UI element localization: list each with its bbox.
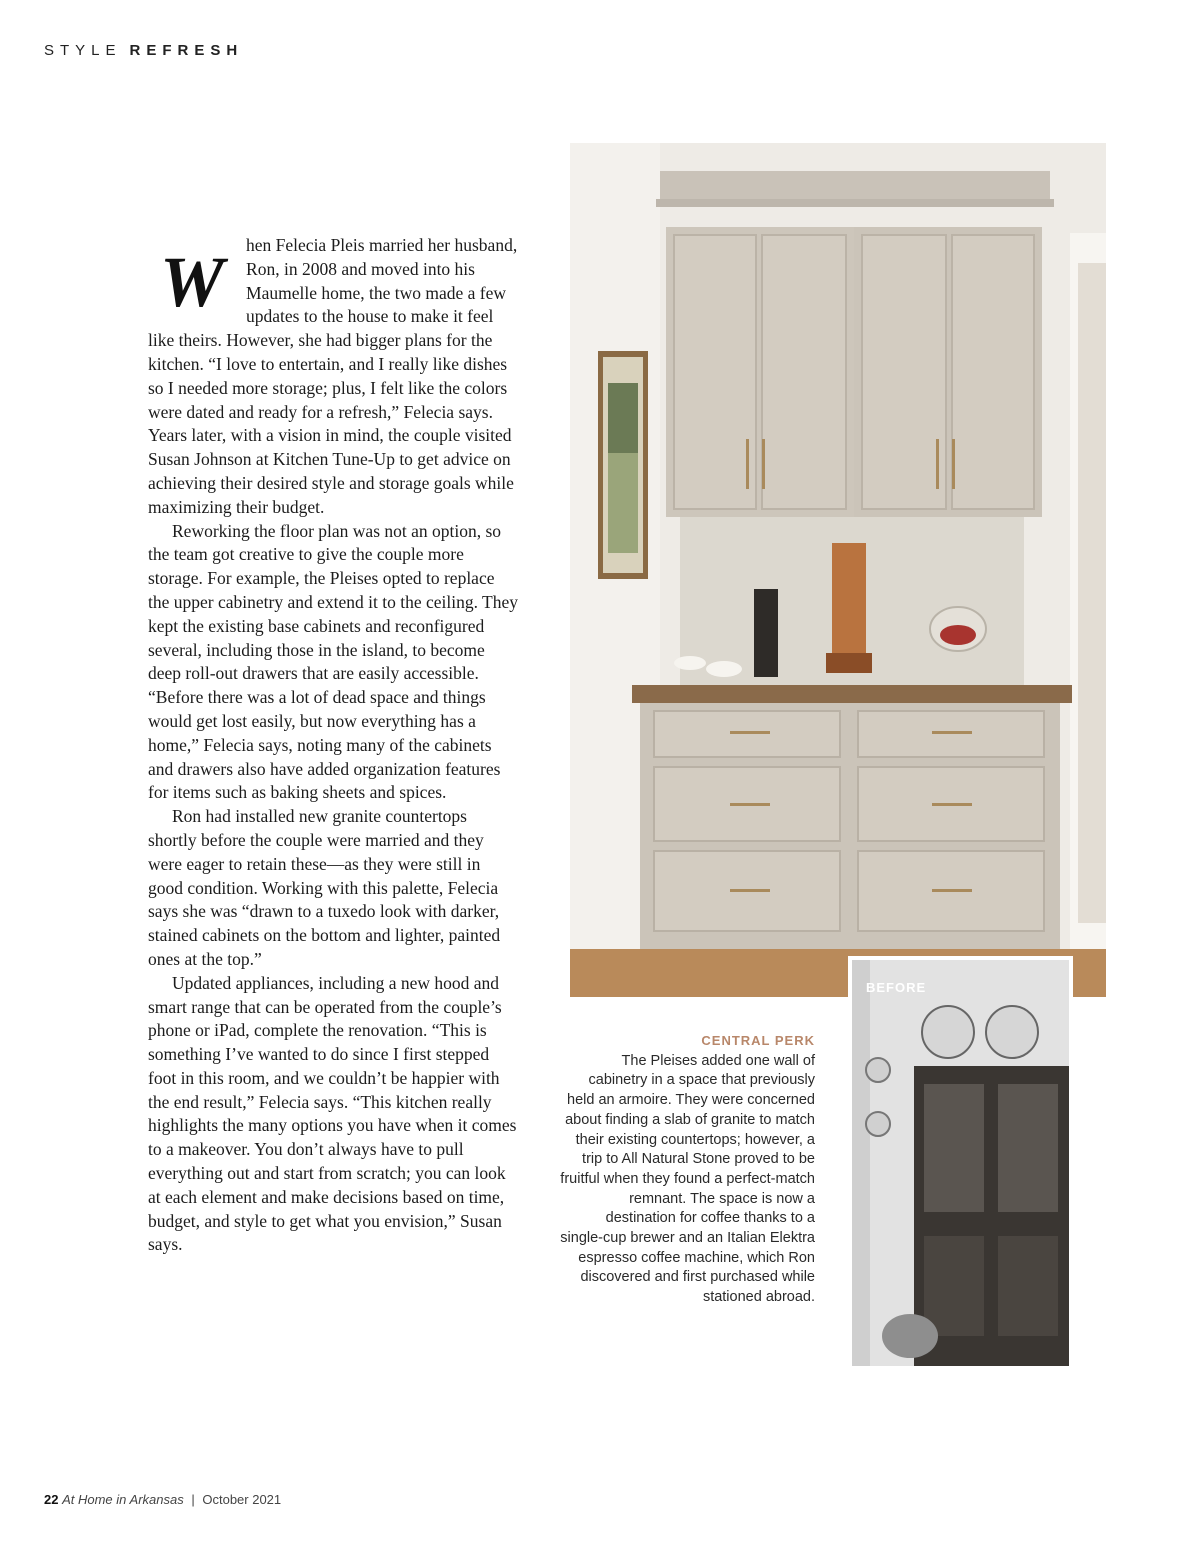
before-label: BEFORE xyxy=(866,980,927,995)
article-paragraph-text: hen Felecia Pleis married her husband, Ron, in 2008 and moved into his Maumelle home, the two made a few updates to the house to make it feel like theirs. However, she had bigger plans for the kitchen. “I love to entertain, and I really like dishes so I needed more storage; plus, I felt like the colors were dated and ready for a refresh,” Felecia says. Years later, with a vision in mind, the couple visited Susan Johnson at Kitchen Tune-Up to get advice on achieving their desired style and storage goals while maximizing their budget. xyxy=(148,235,518,517)
article-paragraph: Ron had installed new granite countertops shortly before the couple were married and they were eager to retain these—as they were still in good condition. Working with this palette, Felecia says she was “drawn to a tuxedo look with darker, stained cabinets on the bottom and lighter, painted ones at the top.” xyxy=(148,806,501,969)
article-paragraph: Updated appliances, including a new hood and smart range that can be operated from the couple’s phone or iPad, complete the renovation. “This is something I’ve wanted to do since I first stepped foot in this room, and we couldn’t be happier with the end result,” Felecia says. “This kitchen really highlights the many options you have when it comes to a makeover. You don’t always have to pull everything out and start from scratch; you can look at each element and make decisions based on time, budget, and style to get what you envision,” Susan says. xyxy=(148,972,517,1255)
drop-cap: W xyxy=(160,242,225,322)
footer-separator: | xyxy=(191,1492,195,1507)
photo-caption xyxy=(560,1031,815,1308)
page-number: 22 xyxy=(44,1492,59,1507)
page-footer xyxy=(44,1492,281,1507)
before-photo xyxy=(848,956,1073,1370)
issue-date: October 2021 xyxy=(202,1492,282,1507)
article-paragraph: Reworking the floor plan was not an option, so the team got creative to give the couple more storage. For example, the Pleises opted to replace the upper cabinetry and extend it to the ceiling. They kept the existing base cabinets and reconfigured several, including those in the island, to become deep roll-out drawers that are easily accessible. “Before there was a lot of dead space and things would get lost easily, but now everything has a home,” Felecia says, noting many of the cabinets and drawers also have added organization features for items such as baking sheets and spices. xyxy=(148,520,518,803)
caption-text: The Pleises added one wall of cabinetry in a space that previously held an armoire. They were concerned about finding a slab of granite to match their existing countertops; however, a trip to All Natural Stone proved to be fruitful when they found a perfect-match remnant. The space is now a destination for coffee thanks to a single-cup brewer and an Italian Elektra espresso coffee machine, which Ron discovered and first purchased while stationed abroad. xyxy=(560,1052,815,1306)
caption-title: CENTRAL PERK xyxy=(701,1033,815,1048)
section-label-refresh: REFRESH xyxy=(129,42,244,59)
kitchen-cabinetry-photo xyxy=(570,143,1106,997)
before-photo-image xyxy=(852,960,1069,1366)
magazine-name: At Home in Arkansas xyxy=(62,1492,184,1507)
section-label-style: STYLE xyxy=(44,42,122,59)
article-paragraph xyxy=(148,234,518,520)
section-label xyxy=(44,42,243,59)
article-body xyxy=(148,234,518,1257)
